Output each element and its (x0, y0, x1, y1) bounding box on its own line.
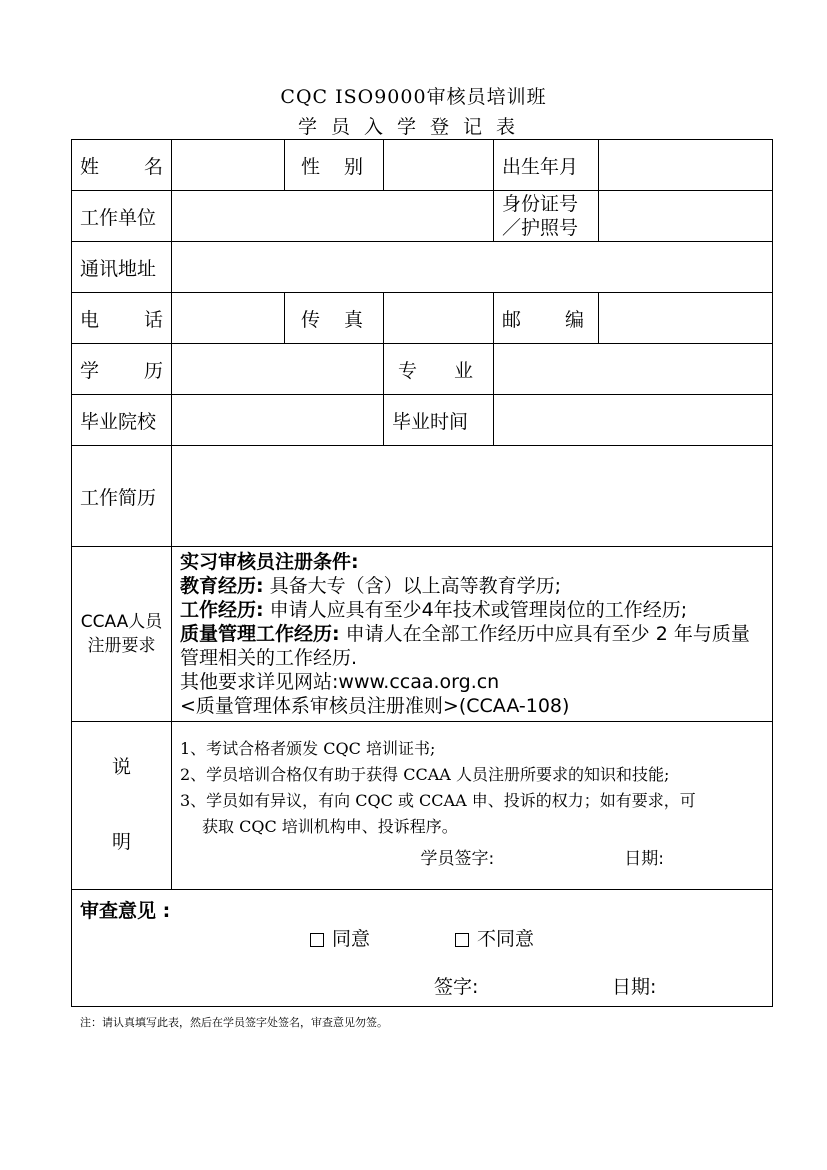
postcode-label: 邮 编 (494, 293, 599, 344)
student-sign-label: 学员签字: (420, 849, 495, 869)
form-title: CQC ISO9000审核员培训班 (280, 86, 547, 108)
disagree-option[interactable]: 不同意 (455, 924, 534, 951)
grad-time-field[interactable] (494, 395, 773, 446)
grad-time-label: 毕业时间 (384, 395, 494, 446)
school-field[interactable] (172, 395, 384, 446)
agree-option[interactable]: 同意 (310, 924, 370, 951)
birth-label: 出生年月 (494, 140, 599, 191)
fax-label: 传 真 (285, 293, 384, 344)
agree-checkbox[interactable] (310, 933, 324, 947)
address-field[interactable] (172, 242, 773, 293)
registration-table (71, 139, 773, 1007)
footnote: 注：请认真填写此表，然后在学员签字处签名，审查意见勿签。 (80, 1016, 388, 1029)
review-title: 审查意见 : (80, 900, 171, 922)
notes-content: 1、考试合格者颁发 CQC 培训证书; 2、学员培训合格仅有助于获得 CCAA 人员注册所要求的知识和技能; 3、学员如有异议，有向 CQC 或 CCAA 申、投诉的权力；如有要求，可 获取 CQC 培训机构申、投诉程序。 学员签字: 日期: (172, 722, 773, 890)
phone-label: 电 话 (72, 293, 172, 344)
id-field[interactable] (599, 191, 773, 242)
major-field[interactable] (494, 344, 773, 395)
phone-field[interactable] (172, 293, 285, 344)
postcode-field[interactable] (599, 293, 773, 344)
education-label: 学 历 (72, 344, 172, 395)
birth-field[interactable] (599, 140, 773, 191)
student-date-label: 日期: (624, 849, 664, 869)
review-section (72, 890, 773, 1007)
work-unit-field[interactable] (172, 191, 494, 242)
resume-label: 工作简历 (72, 446, 172, 547)
id-label: 身份证号 ／护照号 (494, 191, 599, 242)
notes-label: 说 明 (72, 722, 172, 890)
major-label: 专 业 (384, 344, 494, 395)
work-unit-label: 工作单位 (72, 191, 172, 242)
address-label: 通讯地址 (72, 242, 172, 293)
form-subtitle: 学员入学登记表 (297, 116, 529, 138)
disagree-checkbox[interactable] (455, 933, 469, 947)
reviewer-date-label: 日期: (612, 976, 657, 998)
school-label: 毕业院校 (72, 395, 172, 446)
education-field[interactable] (172, 344, 384, 395)
resume-field[interactable] (172, 446, 773, 547)
gender-label: 性 别 (285, 140, 384, 191)
gender-field[interactable] (384, 140, 494, 191)
name-label: 姓 名 (72, 140, 172, 191)
fax-field[interactable] (384, 293, 494, 344)
ccaa-requirements: 实习审核员注册条件: 教育经历: 具备大专（含）以上高等教育学历; 工作经历: 申请人应具有至少4年技术或管理岗位的工作经历; 质量管理工作经历: 申请人在全部工作经历中应具有至少 2 年与质量管理相关的工作经历. 其他要求详见网站:www.ccaa.org.cn <质量管理体系审核员注册准则>(CCAA-108) (172, 547, 773, 722)
ccaa-label: CCAA人员 注册要求 (72, 547, 172, 722)
name-field[interactable] (172, 140, 285, 191)
reviewer-sign-label: 签字: (434, 976, 479, 998)
